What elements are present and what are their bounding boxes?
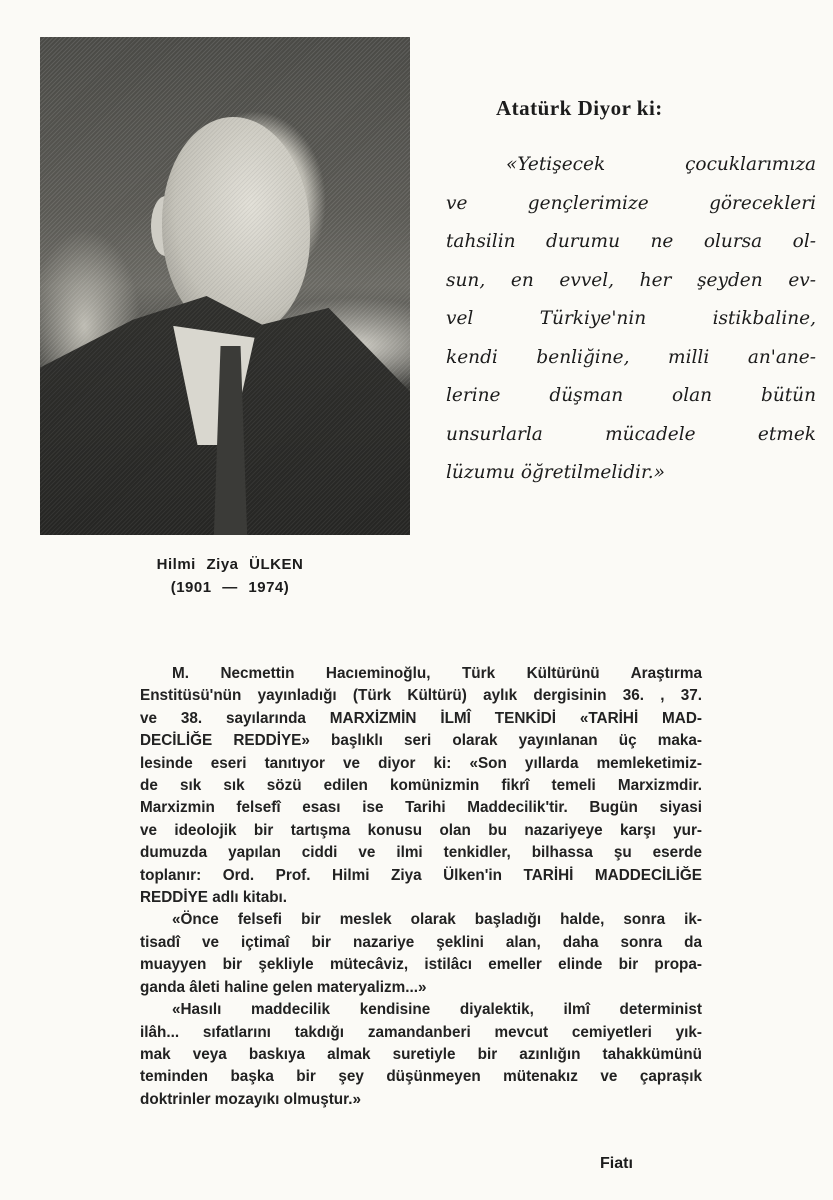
body-line: ve ideolojik bir tartışma konusu olan bu nazariyeye karşı yur- — [140, 821, 702, 839]
paragraph-materialism — [140, 909, 702, 999]
caption-name: Hilmi Ziya ÜLKEN — [156, 556, 304, 573]
body-line: Enstitüsü'nün yayınladığı (Türk Kültürü) aylık dergisinin 36. , 37. — [140, 687, 702, 705]
body-line: mak veya baskıya almak suretiyle bir azınlığın tahakkümünü — [140, 1045, 702, 1063]
body-line: «Önce felsefi bir meslek olarak başladığı halde, sonra ik- — [172, 911, 702, 929]
body-line: toplanır: Ord. Prof. Hilmi Ziya Ülken'in TARİHİ MADDECİLİĞE — [140, 866, 702, 884]
portrait-head — [162, 117, 310, 336]
quote-line: tahsilin durumu ne olursa ol- — [446, 231, 816, 252]
body-text — [140, 663, 702, 1111]
body-line: lesinde eseri tanıtıyor ve diyor ki: «Son yıllarda memleketimiz- — [140, 754, 702, 772]
body-line: muayyen bir şekliyle mütecâviz, istilâcı emeller elinde bir propa- — [140, 956, 702, 974]
portrait-photo — [40, 37, 410, 535]
body-line: dumuzda yapılan ciddi ve ilmi tenkidler, bilhassa şu eserde — [140, 844, 702, 862]
body-line: teminden başka bir şey düşünmeyen mütenakız ve çaprașık — [140, 1068, 702, 1086]
quote-line: «Yetişecek çocuklarımıza — [506, 154, 816, 175]
body-line: «Hasılı maddecilik kendisine diyalektik, ilmî determinist — [172, 1001, 702, 1019]
body-line: de sık sık sözü edilen komünizmin fikrî temeli Marxizmdir. — [140, 777, 702, 795]
body-line: ganda âleti haline gelen materyalizm...» — [140, 978, 427, 996]
quote-line: vel Türkiye'nin istikbaline, — [446, 308, 816, 329]
body-line: ve 38. sayılarında MARXİZMİN İLMÎ TENKİDİ «TARİHİ MAD- — [140, 709, 702, 727]
quote-line: unsurlarla mücadele etmek — [446, 423, 816, 445]
paragraph-intro — [140, 663, 702, 909]
quote-line: ve gençlerimize görecekleri — [446, 192, 816, 214]
body-line: tisadî ve içtimaî bir nazariye şeklini alan, daha sonra da — [140, 933, 702, 951]
caption-years: (1901 — 1974) — [170, 579, 290, 596]
quote-line: kendi benliğine, milli an'ane- — [446, 346, 816, 368]
quote-heading: Atatürk Diyor ki: — [496, 96, 663, 120]
ataturk-quote — [446, 146, 816, 493]
quote-line: lüzumu öğretilmelidir.» — [446, 462, 665, 483]
body-line: REDDİYE adlı kitabı. — [140, 889, 288, 907]
body-line: DECİLİĞE REDDİYE» başlıklı seri olarak yayınlanan üç maka- — [140, 732, 702, 750]
body-line: Marxizmin felsefî esası ise Tarihi Maddecilik'tir. Bugün siyasi — [140, 799, 702, 817]
photo-caption — [120, 553, 340, 599]
quote-line: sun, en evvel, her şeyden ev- — [446, 269, 816, 291]
body-line: ilâh... sıfatlarını takdığı zamandanberi mevcut cemiyetleri yık- — [140, 1023, 702, 1041]
body-line: M. Necmettin Hacıeminoğlu, Türk Kültürünü Araştırma — [172, 665, 702, 682]
quote-line: lerine düşman olan bütün — [446, 385, 816, 406]
price-label: Fiatı — [600, 1155, 633, 1172]
body-line: doktrinler mozayıkı olmuştur.» — [140, 1090, 362, 1108]
paragraph-conclusion — [140, 999, 702, 1111]
